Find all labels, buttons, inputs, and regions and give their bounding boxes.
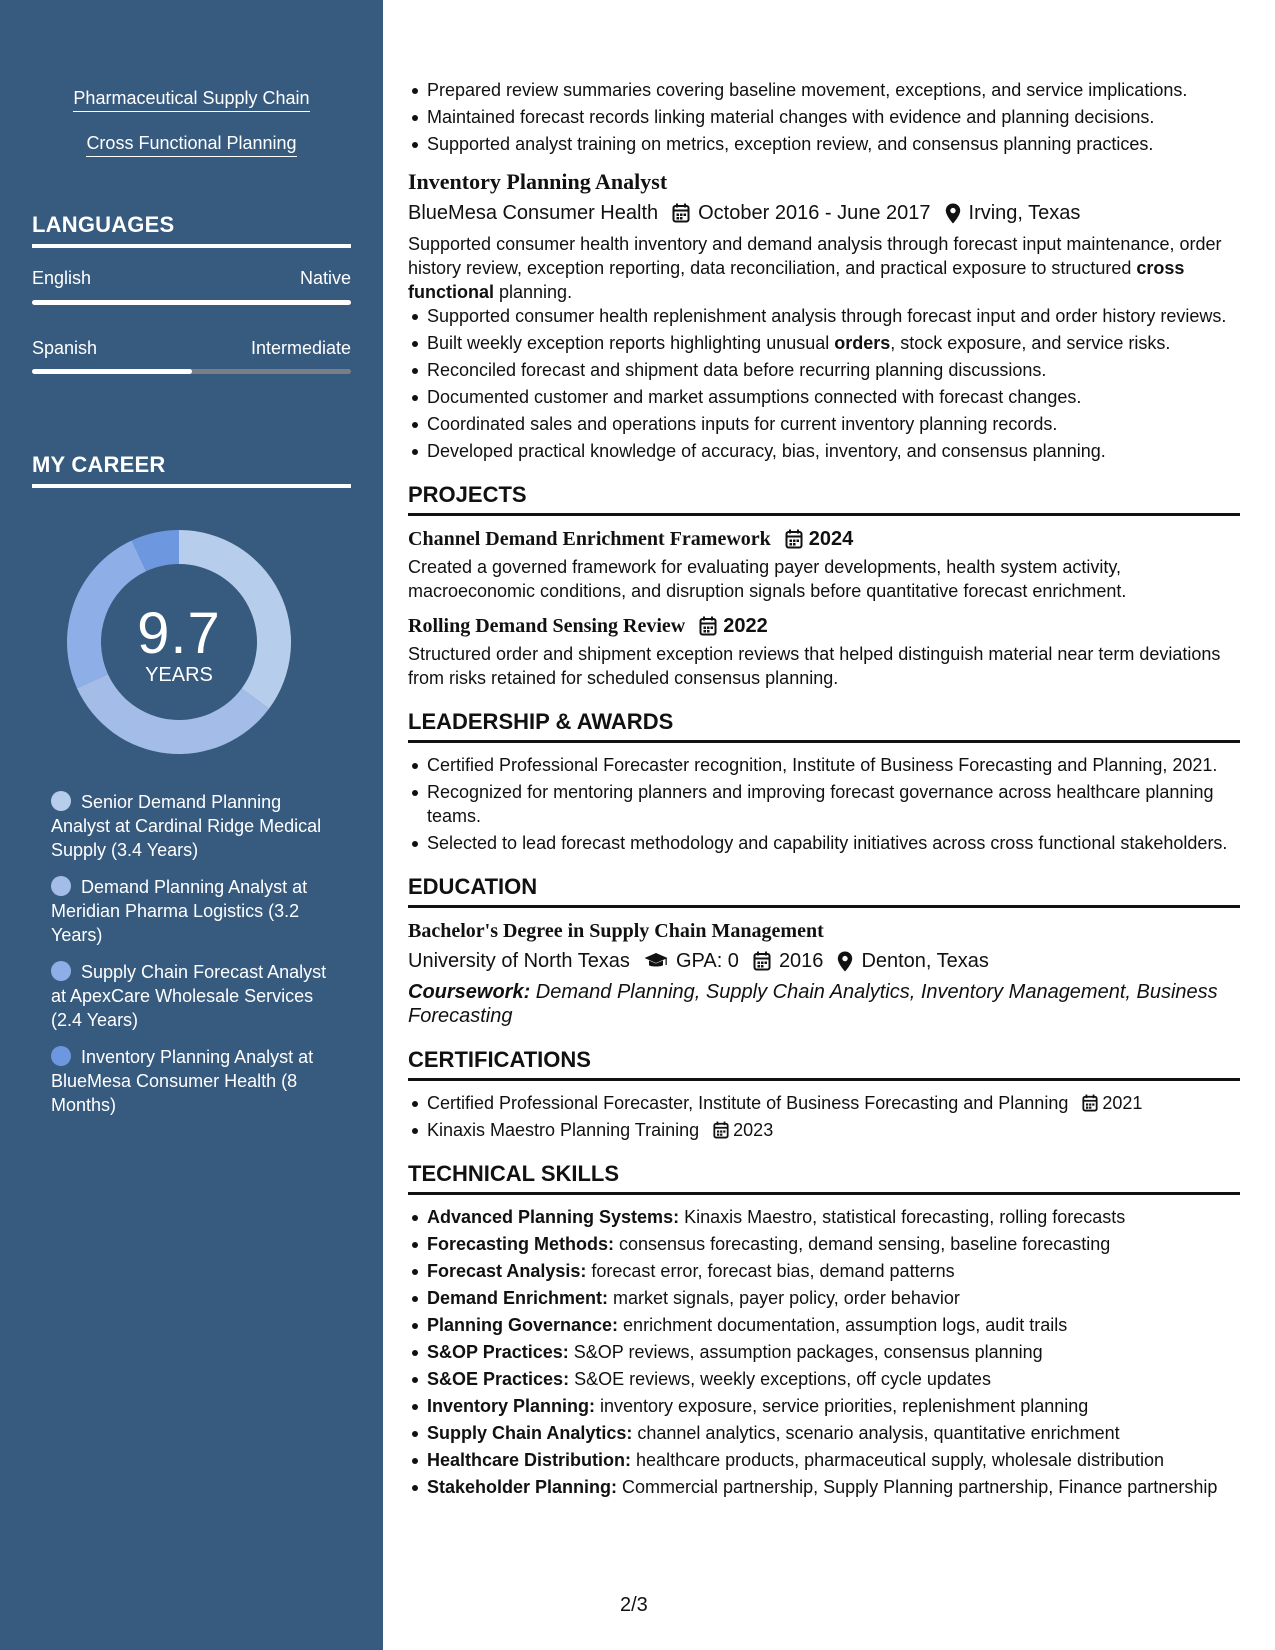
coursework-text: Demand Planning, Supply Chain Analytics, Inventory Management, Business Forecasting (408, 981, 1218, 1027)
career-item-text: Senior Demand Planning Analyst at Cardinal Ridge Medical Supply (3.4 Years) (51, 792, 322, 860)
skill-value: healthcare products, pharmaceutical supply, wholesale distribution (631, 1450, 1164, 1470)
location-pin-icon (837, 951, 853, 972)
skill-label: Supply Chain Analytics: (427, 1423, 633, 1443)
career-item (51, 1045, 341, 1117)
certifications-heading: CERTIFICATIONS (408, 1046, 1240, 1081)
project-year: 2024 (808, 528, 854, 550)
location-pin-icon (945, 203, 961, 224)
coursework-label: Coursework: (408, 981, 531, 1003)
language-bar (32, 369, 351, 374)
bullet-item: Documented customer and market assumptions connected with forecast changes. (408, 385, 1240, 409)
career-list (51, 790, 341, 1130)
bullet-item: Reconciled forecast and shipment data before recurring planning discussions. (408, 358, 1240, 382)
technical-skills-heading: TECHNICAL SKILLS (408, 1160, 1240, 1195)
previous-job-bullets (408, 78, 1240, 156)
skill-value: consensus forecasting, demand sensing, baseline forecasting (614, 1234, 1111, 1254)
legend-dot-icon (51, 791, 71, 811)
languages-heading: LANGUAGES (32, 212, 351, 248)
language-bar-fill (32, 369, 192, 374)
skill-label: S&OE Practices: (427, 1369, 570, 1389)
language-name: English (32, 268, 92, 288)
skill-tag-label[interactable]: Pharmaceutical Supply Chain (73, 88, 309, 112)
skill-value: Kinaxis Maestro, statistical forecasting, rolling forecasts (679, 1207, 1126, 1227)
bullet-item (408, 331, 1240, 355)
bullet-item: Certified Professional Forecaster recognition, Institute of Business Forecasting and Planning, 2021. (408, 753, 1240, 777)
calendar-icon (1082, 1094, 1098, 1112)
skill-tag[interactable] (0, 133, 383, 154)
bullet-item: Recognized for mentoring planners and improving forecast governance across healthcare planning teams. (408, 780, 1240, 828)
bullet-item: Developed practical knowledge of accuracy, bias, inventory, and consensus planning. (408, 439, 1240, 463)
leadership-heading: LEADERSHIP & AWARDS (408, 708, 1240, 743)
career-item-text: Supply Chain Forecast Analyst at ApexCare Wholesale Services (2.4 Years) (51, 962, 327, 1030)
skill-item (408, 1286, 1240, 1310)
calendar-icon (672, 203, 690, 223)
bullet-item: Supported consumer health replenishment analysis through forecast input and order history reviews. (408, 304, 1240, 328)
certification-item (408, 1118, 1240, 1142)
project-title-row (408, 613, 1240, 639)
job-location: Irving, Texas (968, 202, 1081, 224)
calendar-icon (753, 951, 771, 971)
project-title: Channel Demand Enrichment Framework (408, 528, 771, 550)
project-description: Structured order and shipment exception reviews that helped distinguish material near term deviations from risks retained for scheduled consensus planning. (408, 644, 1221, 688)
career-item (51, 960, 341, 1032)
career-item-text: Demand Planning Analyst at Meridian Pharma Logistics (3.2 Years) (51, 877, 308, 945)
skill-item (408, 1340, 1240, 1364)
coursework (408, 980, 1240, 1028)
project-year: 2022 (723, 615, 768, 637)
degree-title: Bachelor's Degree in Supply Chain Management (408, 920, 824, 942)
skill-value: forecast error, forecast bias, demand patterns (586, 1261, 955, 1281)
education-meta (408, 946, 1240, 976)
skill-value: Commercial partnership, Supply Planning partnership, Finance partnership (617, 1477, 1218, 1497)
graduation-year: 2016 (778, 950, 824, 972)
career-item-text: Inventory Planning Analyst at BlueMesa Consumer Health (8 Months) (51, 1047, 314, 1115)
certification-name: Certified Professional Forecaster, Institute of Business Forecasting and Planning (427, 1093, 1069, 1113)
job-meta (408, 198, 1240, 228)
skill-value: inventory exposure, service priorities, replenishment planning (595, 1396, 1089, 1416)
bullet-text: , stock exposure, and service risks. (890, 333, 1171, 353)
language-name: Spanish (32, 338, 98, 358)
leadership-list (408, 753, 1240, 855)
skill-value: S&OE reviews, weekly exceptions, off cycle updates (569, 1369, 991, 1389)
calendar-icon (699, 616, 717, 636)
skill-label: Forecasting Methods: (427, 1234, 615, 1254)
job-summary-bold: cross functional (408, 258, 1185, 302)
language-level: Native (299, 268, 351, 288)
skill-item (408, 1232, 1240, 1256)
career-item (51, 875, 341, 947)
skill-tag[interactable] (0, 88, 383, 109)
technical-skills-list (408, 1205, 1240, 1499)
bullet-item: Selected to lead forecast methodology and capability initiatives across cross functional stakeholders. (408, 831, 1240, 855)
career-item (51, 790, 341, 862)
language-row (32, 268, 351, 289)
legend-dot-icon (51, 876, 71, 896)
job-summary (408, 232, 1240, 304)
graduation-cap-icon (644, 952, 668, 970)
career-total-years: 9.7 (137, 601, 221, 666)
bullet-item: Coordinated sales and operations inputs for current inventory planning records. (408, 412, 1240, 436)
language-bar-fill (32, 300, 351, 305)
bullet-item: Supported analyst training on metrics, exception review, and consensus planning practices. (408, 132, 1240, 156)
skill-label: Stakeholder Planning: (427, 1477, 618, 1497)
skill-label: Planning Governance: (427, 1315, 619, 1335)
job-company: BlueMesa Consumer Health (408, 202, 659, 224)
calendar-icon (785, 529, 803, 549)
skill-value: S&OP reviews, assumption packages, consensus planning (568, 1342, 1043, 1362)
job-dates: October 2016 - June 2017 (698, 202, 931, 224)
skill-item (408, 1313, 1240, 1337)
career-total-unit: YEARS (145, 664, 213, 686)
career-heading: MY CAREER (32, 452, 351, 488)
skill-tag-label[interactable]: Cross Functional Planning (86, 133, 296, 157)
certification-name: Kinaxis Maestro Planning Training (427, 1120, 700, 1140)
language-row (32, 338, 351, 359)
bullet-bold: orders (834, 333, 891, 353)
skill-value: enrichment documentation, assumption logs, audit trails (618, 1315, 1068, 1335)
education-heading: EDUCATION (408, 873, 1240, 908)
skill-value: channel analytics, scenario analysis, quantitative enrichment (632, 1423, 1120, 1443)
skill-label: Demand Enrichment: (427, 1288, 609, 1308)
bullet-item: Prepared review summaries covering baseline movement, exceptions, and service implications. (408, 78, 1240, 102)
skill-item (408, 1205, 1240, 1229)
gpa: GPA: 0 (675, 950, 739, 972)
school-location: Denton, Texas (861, 950, 989, 972)
skill-item (408, 1421, 1240, 1445)
skill-item (408, 1448, 1240, 1472)
skill-label: S&OP Practices: (427, 1342, 569, 1362)
school-name: University of North Texas (408, 950, 630, 972)
skill-label: Forecast Analysis: (427, 1261, 587, 1281)
job-summary-text: planning. (494, 282, 573, 302)
calendar-icon (713, 1121, 729, 1139)
language-level: Intermediate (250, 338, 351, 358)
job-title: Inventory Planning Analyst (408, 169, 668, 194)
skill-item (408, 1367, 1240, 1391)
certification-year: 2021 (1102, 1093, 1143, 1113)
legend-dot-icon (51, 961, 71, 981)
skill-item (408, 1475, 1240, 1499)
certifications-list (408, 1091, 1240, 1142)
certification-year: 2023 (733, 1120, 774, 1140)
job-bullets (408, 304, 1240, 463)
skill-label: Advanced Planning Systems: (427, 1207, 680, 1227)
certification-item (408, 1091, 1240, 1115)
skill-label: Healthcare Distribution: (427, 1450, 632, 1470)
language-bar (32, 300, 351, 305)
skill-item (408, 1394, 1240, 1418)
legend-dot-icon (51, 1046, 71, 1066)
main-content (408, 78, 1240, 1502)
bullet-item: Maintained forecast records linking material changes with evidence and planning decisions. (408, 105, 1240, 129)
project-description: Created a governed framework for evaluating payer developments, health system activity, macroeconomic conditions, and disruption signals before quantitative forecast enrichment. (408, 557, 1127, 601)
page-number: 2/3 (620, 1594, 648, 1616)
skill-value: market signals, payer policy, order behavior (608, 1288, 960, 1308)
bullet-text: Built weekly exception reports highlighting unusual (427, 333, 835, 353)
projects-heading: PROJECTS (408, 481, 1240, 516)
job-summary-text: Supported consumer health inventory and demand analysis through forecast input maintenance, order history review, exception reporting, data reconciliation, and practical exposure to structured (408, 234, 1222, 278)
project-title: Rolling Demand Sensing Review (408, 615, 686, 637)
skill-item (408, 1259, 1240, 1283)
project-title-row (408, 526, 1240, 552)
skill-label: Inventory Planning: (427, 1396, 596, 1416)
sidebar (0, 0, 383, 1650)
